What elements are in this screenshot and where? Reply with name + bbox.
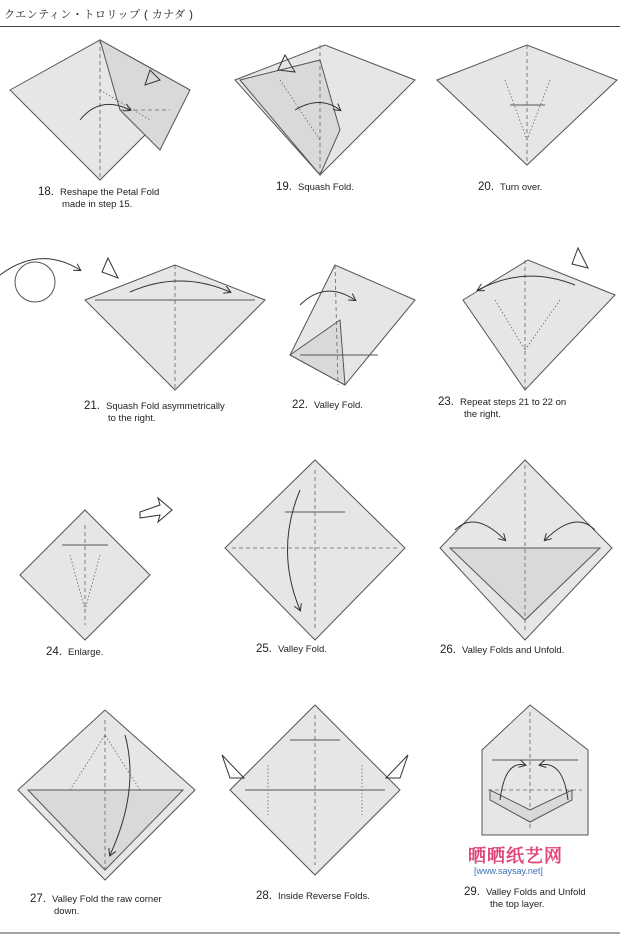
diagram-step-28: [222, 705, 408, 875]
diagram-step-26: [440, 460, 612, 640]
step-text-line: Squash Fold asymmetrically: [106, 401, 225, 412]
step-text-line: Turn over.: [500, 182, 543, 193]
diagram-step-20: [437, 45, 617, 165]
diagram-step-18: [10, 40, 190, 180]
step-number: 22.: [292, 399, 308, 411]
caption-step-23: [438, 396, 566, 421]
step-number: 26.: [440, 644, 456, 656]
diagram-step-19: [235, 45, 415, 175]
diagram-step-24: [20, 498, 172, 640]
step-number: 20.: [478, 181, 494, 193]
caption-step-28: [256, 890, 370, 903]
caption-step-26: [440, 644, 564, 657]
caption-step-25: [256, 643, 327, 656]
diagram-step-25: [225, 460, 405, 640]
step-text-line: Valley Folds and Unfold.: [462, 645, 565, 656]
diagram-step-27: [18, 710, 195, 880]
header-title: クエンティン・トロリップ ( カナダ ): [4, 9, 194, 21]
step-number: 19.: [276, 181, 292, 193]
caption-step-27: [30, 893, 162, 918]
caption-step-19: [276, 181, 354, 194]
step-number: 21.: [84, 400, 100, 412]
step-text-line: Inside Reverse Folds.: [278, 891, 370, 902]
step-text-line: Reshape the Petal Fold: [60, 187, 160, 198]
caption-step-21: [84, 400, 225, 425]
diagram-step-23: [463, 248, 615, 390]
step-text-line: Valley Fold the raw corner: [52, 894, 162, 905]
step-text-line: the top layer.: [490, 899, 545, 910]
step-text-line: Squash Fold.: [298, 182, 354, 193]
step-number: 25.: [256, 643, 272, 655]
step-text-line: down.: [54, 906, 80, 917]
watermark-brand: 晒晒纸艺网: [468, 846, 563, 867]
step-text-line: Valley Fold.: [314, 400, 363, 411]
step-number: 24.: [46, 646, 62, 658]
step-number: 28.: [256, 890, 272, 902]
caption-step-29: [464, 886, 586, 911]
diagram-step-29: [482, 705, 588, 835]
watermark-url: [www.saysay.net]: [474, 866, 543, 876]
step-text-line: made in step 15.: [62, 199, 133, 210]
step-number: 27.: [30, 893, 46, 905]
step-number: 23.: [438, 396, 454, 408]
step-number: 29.: [464, 886, 480, 898]
step-text-line: the right.: [464, 409, 501, 420]
diagram-step-22: [290, 265, 415, 385]
diagram-step-21: [0, 258, 265, 390]
caption-step-18: [38, 186, 159, 211]
step-number: 18.: [38, 186, 54, 198]
caption-step-22: [292, 399, 363, 412]
step-text-line: Repeat steps 21 to 22 on: [460, 397, 567, 408]
caption-step-20: [478, 181, 542, 194]
step-text-line: to the right.: [108, 413, 156, 424]
caption-step-24: [46, 646, 103, 659]
step-text-line: Valley Folds and Unfold: [486, 887, 586, 898]
step-text-line: Valley Fold.: [278, 644, 327, 655]
step-text-line: Enlarge.: [68, 647, 104, 658]
